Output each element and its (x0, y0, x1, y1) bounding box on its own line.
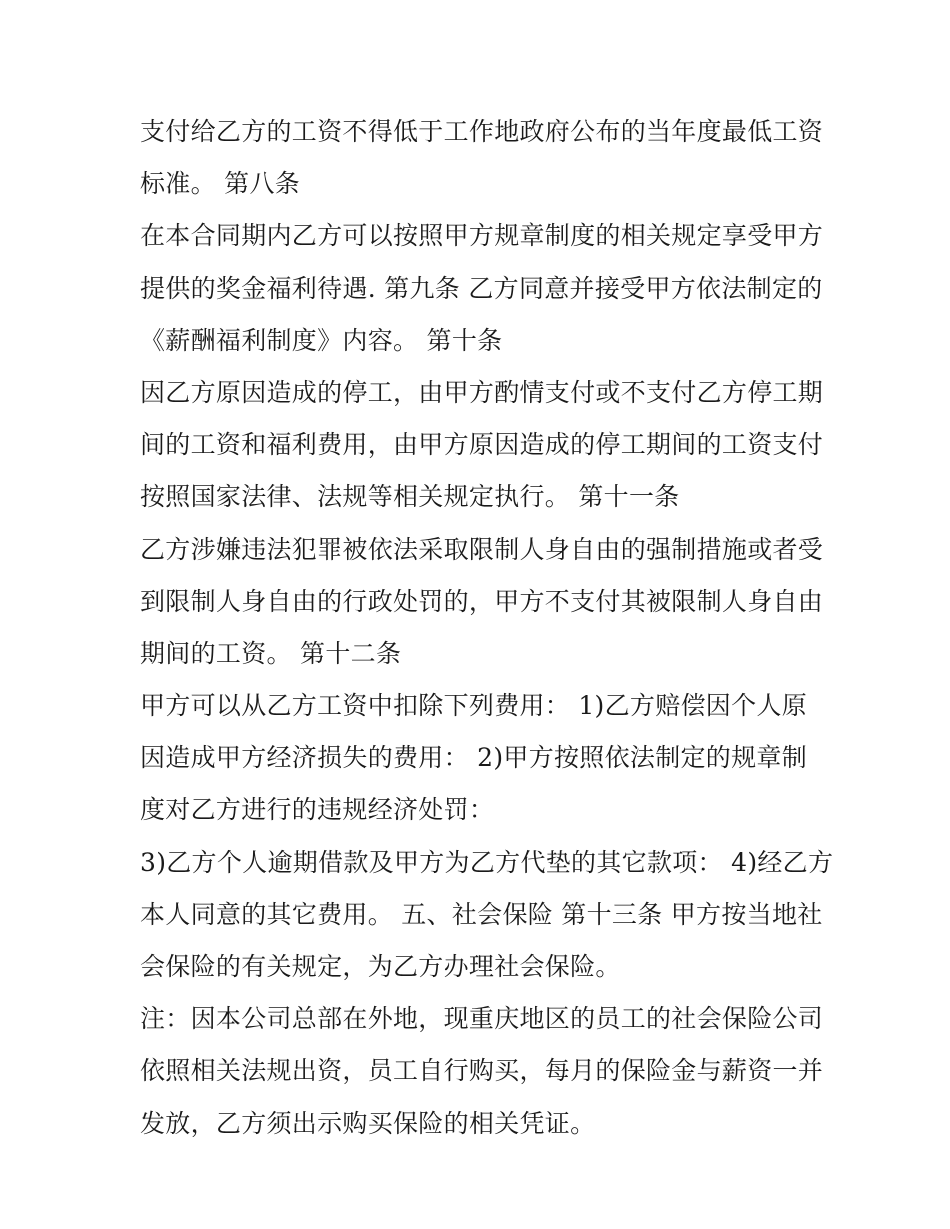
text-line: 3)乙方个人逾期借款及甲方为乙方代垫的其它款项： 4)经乙方 (140, 847, 834, 877)
text-line: 到限制人身自由的行政处罚的，甲方不支付其被限制人身自由 (140, 586, 824, 616)
text-line: 甲方可以从乙方工资中扣除下列费用： 1)乙方赔偿因个人原 (140, 691, 808, 721)
text-line: 本人同意的其它费用。 五、社会保险 第十三条 甲方按当地社 (140, 899, 823, 929)
text-line: 因造成甲方经济损失的费用： 2)甲方按照依法制定的规章制 (140, 743, 808, 773)
document-body (140, 106, 834, 1150)
text-line: 度对乙方进行的违规经济处罚： (140, 795, 495, 825)
text-line: 在本合同期内乙方可以按照甲方规章制度的相关规定享受甲方 (140, 221, 824, 251)
text-line: 发放，乙方须出示购买保险的相关凭证。 (140, 1108, 596, 1138)
text-line: 间的工资和福利费用，由甲方原因造成的停工期间的工资支付 (140, 430, 824, 460)
text-line: 《薪酬福利制度》内容。 第十条 (140, 325, 503, 355)
text-line: 提供的奖金福利待遇. 第九条 乙方同意并接受甲方依法制定的 (140, 273, 823, 303)
text-line: 按照国家法律、法规等相关规定执行。 第十一条 (140, 482, 680, 512)
text-line: 依照相关法规出资，员工自行购买，每月的保险金与薪资一并 (140, 1056, 824, 1086)
text-line: 标准。 第八条 (140, 169, 301, 199)
text-line: 期间的工资。 第十二条 (140, 638, 402, 668)
text-line: 会保险的有关规定，为乙方办理社会保险。 (140, 952, 621, 981)
text-line: 因乙方原因造成的停工，由甲方酌情支付或不支付乙方停工期 (140, 377, 824, 407)
text-line: 乙方涉嫌违法犯罪被依法采取限制人身自由的强制措施或者受 (140, 534, 824, 564)
text-line: 注：因本公司总部在外地，现重庆地区的员工的社会保险公司 (140, 1004, 824, 1034)
text-line: 支付给乙方的工资不得低于工作地政府公布的当年度最低工资 (140, 117, 824, 146)
